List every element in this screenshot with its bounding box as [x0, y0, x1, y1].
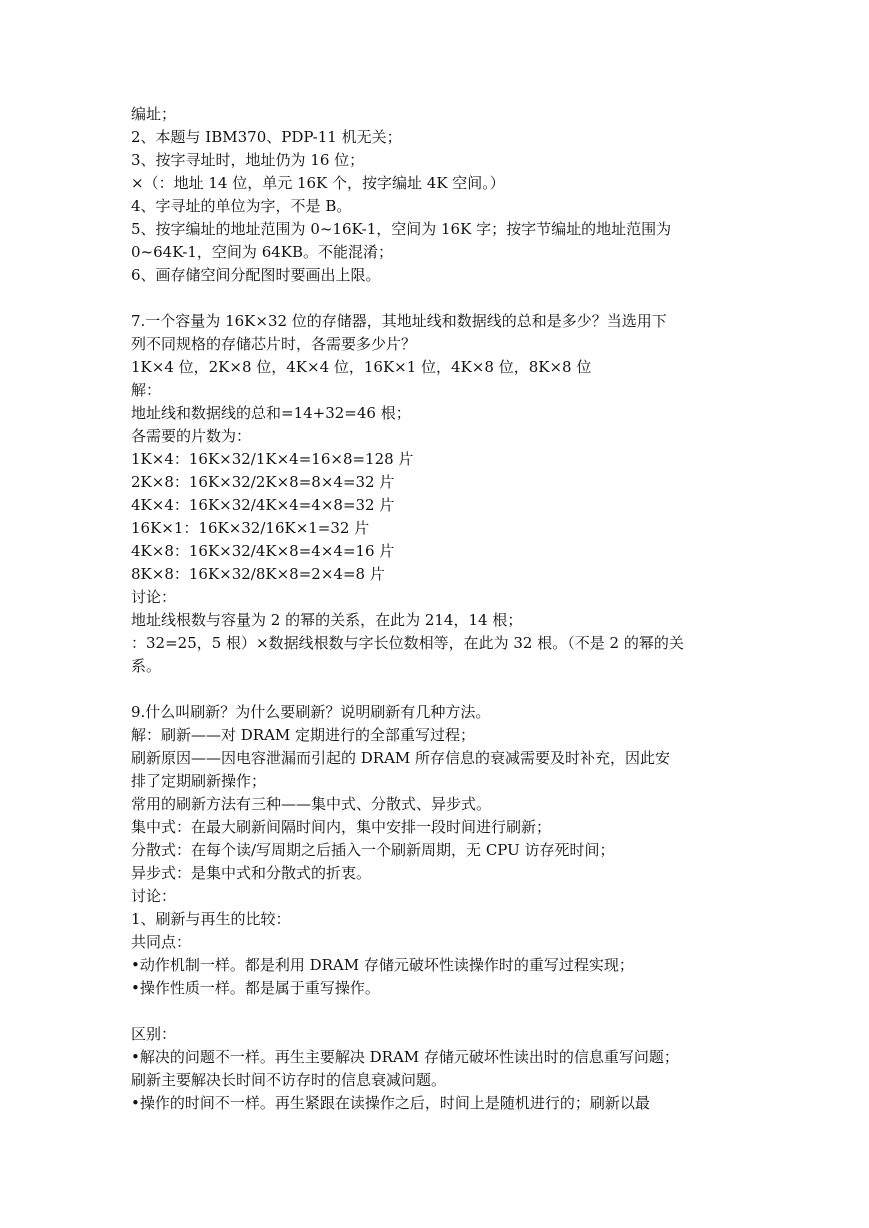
text-line: 解：刷新——对 DRAM 定期进行的全部重写过程； [131, 726, 476, 744]
question-9 [131, 701, 741, 1000]
calc-line: 1K×4：16K×32/1K×4=16×8=128 片 [131, 450, 414, 468]
section-prev-notes [131, 103, 741, 287]
text-line: 1、刷新与再生的比较： [131, 910, 291, 928]
text-line: 1K×4 位，2K×8 位，4K×4 位，16K×1 位，4K×8 位，8K×8 位 [131, 358, 592, 376]
text-line: 2、本题与 IBM370、PDP-11 机无关； [131, 128, 402, 146]
text-line: 区别： [131, 1025, 177, 1043]
text-line: 0~64K-1，空间为 64KB。不能混淆； [131, 243, 394, 261]
text-line: 刷新主要解决长时间不访存时的信息衰减问题。 [131, 1071, 447, 1089]
bullet-line: •操作性质一样。都是属于重写操作。 [131, 979, 380, 997]
paragraph-gap [131, 287, 741, 310]
calc-line: 2K×8：16K×32/2K×8=8×4=32 片 [131, 473, 395, 491]
calc-line: 4K×8：16K×32/4K×8=4×4=16 片 [131, 542, 395, 560]
bullet-line: •解决的问题不一样。再生主要解决 DRAM 存储元破坏性读出时的信息重写问题； [131, 1048, 679, 1066]
text-line: 共同点： [131, 933, 192, 951]
text-line: 4、字寻址的单位为字，不是 B。 [131, 197, 352, 215]
text-line: 6、画存储空间分配图时要画出上限。 [131, 266, 381, 284]
calc-line: 16K×1：16K×32/16K×1=32 片 [131, 519, 370, 537]
question-9-differences [131, 1023, 741, 1115]
calc-line: 8K×8：16K×32/8K×8=2×4=8 片 [131, 565, 385, 583]
text-line: 分散式：在每个读/写周期之后插入一个刷新周期，无 CPU 访存死时间； [131, 841, 615, 859]
bullet-line: •操作的时间不一样。再生紧跟在读操作之后，时间上是随机进行的；刷新以最 [131, 1094, 650, 1112]
answer-label: 解： [131, 381, 162, 399]
text-line: 各需要的片数为： [131, 427, 252, 445]
text-line: 常用的刷新方法有三种——集中式、分散式、异步式。 [131, 795, 492, 813]
text-line: 排了定期刷新操作； [131, 772, 267, 790]
text-line: 5、按字编址的地址范围为 0~16K-1，空间为 16K 字；按字节编址的地址范围为 [131, 220, 672, 238]
discussion-label: 讨论： [131, 887, 177, 905]
question-heading: 9.什么叫刷新？为什么要刷新？说明刷新有几种方法。 [131, 703, 491, 721]
paragraph-gap [131, 1000, 741, 1023]
bullet-line: •动作机制一样。都是利用 DRAM 存储元破坏性读操作时的重写过程实现； [131, 956, 634, 974]
paragraph-gap [131, 678, 741, 701]
question-heading: 7.一个容量为 16K×32 位的存储器，其地址线和数据线的总和是多少？当选用下 [131, 312, 667, 330]
text-line: 刷新原因——因电容泄漏而引起的 DRAM 所存信息的衰减需要及时补充，因此安 [131, 749, 671, 767]
text-line: 编址； [131, 105, 177, 123]
text-line: ×（：地址 14 位，单元 16K 个，按字编址 4K 空间。） [131, 174, 505, 192]
text-line: 地址线和数据线的总和=14+32=46 根； [131, 404, 411, 422]
calc-line: 4K×4：16K×32/4K×4=4×8=32 片 [131, 496, 395, 514]
document-body [131, 103, 741, 1115]
text-line: 集中式：在最大刷新间隔时间内，集中安排一段时间进行刷新； [131, 818, 552, 836]
text-line: 异步式：是集中式和分散式的折衷。 [131, 864, 372, 882]
text-line: 列不同规格的存储芯片时，各需要多少片？ [131, 335, 417, 353]
text-line: 地址线根数与容量为 2 的幂的关系，在此为 214，14 根； [131, 611, 523, 629]
discussion-label: 讨论： [131, 588, 177, 606]
text-line: 3、按字寻址时，地址仍为 16 位； [131, 151, 365, 169]
text-line: ：32=25，5 根）×数据线根数与字长位数相等，在此为 32 根。（不是 2 的幂的关 [131, 634, 684, 652]
question-7 [131, 310, 741, 678]
text-line: 系。 [131, 657, 162, 675]
